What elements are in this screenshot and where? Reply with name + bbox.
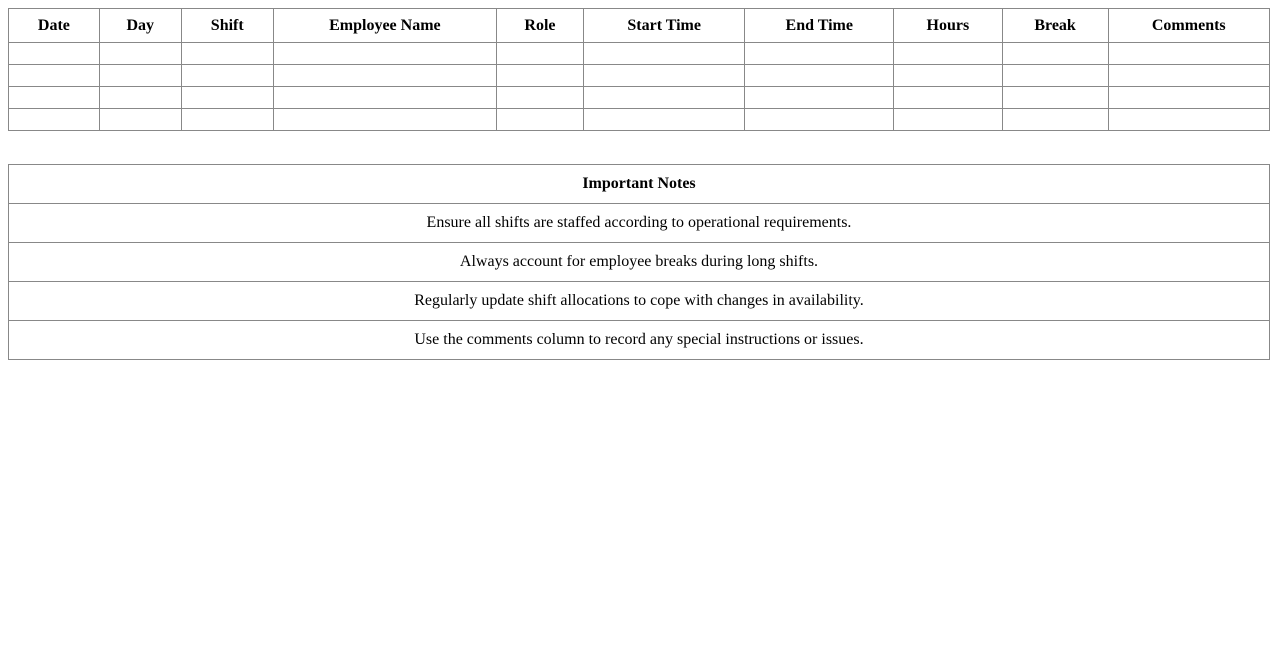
schedule-cell xyxy=(894,87,1002,109)
column-header-date: Date xyxy=(9,9,100,43)
schedule-cell xyxy=(496,65,583,87)
column-header-hours: Hours xyxy=(894,9,1002,43)
schedule-cell xyxy=(9,43,100,65)
schedule-row xyxy=(9,43,1270,65)
schedule-cell xyxy=(894,65,1002,87)
note-text: Use the comments column to record any special instructions or issues. xyxy=(9,321,1270,360)
schedule-cell xyxy=(583,65,744,87)
schedule-cell xyxy=(1108,87,1269,109)
schedule-cell xyxy=(181,109,273,131)
schedule-cell xyxy=(1002,87,1108,109)
schedule-cell xyxy=(583,87,744,109)
schedule-cell xyxy=(273,65,496,87)
schedule-cell xyxy=(181,87,273,109)
column-header-start-time: Start Time xyxy=(583,9,744,43)
schedule-cell xyxy=(745,65,894,87)
schedule-cell xyxy=(1108,43,1269,65)
schedule-cell xyxy=(745,43,894,65)
schedule-cell xyxy=(99,65,181,87)
schedule-cell xyxy=(9,109,100,131)
column-header-break: Break xyxy=(1002,9,1108,43)
column-header-role: Role xyxy=(496,9,583,43)
schedule-header-row xyxy=(9,9,1270,43)
schedule-cell xyxy=(181,65,273,87)
schedule-row xyxy=(9,109,1270,131)
schedule-cell xyxy=(745,87,894,109)
note-row xyxy=(9,243,1270,282)
schedule-cell xyxy=(273,87,496,109)
schedule-cell xyxy=(1002,43,1108,65)
schedule-cell xyxy=(9,65,100,87)
schedule-cell xyxy=(496,43,583,65)
schedule-cell xyxy=(496,87,583,109)
note-text: Regularly update shift allocations to cope with changes in availability. xyxy=(9,282,1270,321)
note-row xyxy=(9,204,1270,243)
schedule-cell xyxy=(99,87,181,109)
schedule-cell xyxy=(99,43,181,65)
schedule-cell xyxy=(1108,65,1269,87)
schedule-cell xyxy=(1002,109,1108,131)
column-header-day: Day xyxy=(99,9,181,43)
schedule-cell xyxy=(9,87,100,109)
schedule-cell xyxy=(99,109,181,131)
schedule-row xyxy=(9,87,1270,109)
column-header-comments: Comments xyxy=(1108,9,1269,43)
schedule-cell xyxy=(583,109,744,131)
schedule-cell xyxy=(745,109,894,131)
schedule-cell xyxy=(273,43,496,65)
column-header-shift: Shift xyxy=(181,9,273,43)
schedule-cell xyxy=(583,43,744,65)
note-text: Ensure all shifts are staffed according to operational requirements. xyxy=(9,204,1270,243)
note-row xyxy=(9,282,1270,321)
schedule-cell xyxy=(181,43,273,65)
schedule-cell xyxy=(1002,65,1108,87)
note-text: Always account for employee breaks during long shifts. xyxy=(9,243,1270,282)
schedule-row xyxy=(9,65,1270,87)
column-header-end-time: End Time xyxy=(745,9,894,43)
schedule-cell xyxy=(273,109,496,131)
shift-schedule-table xyxy=(8,8,1270,131)
notes-header-row xyxy=(9,165,1270,204)
notes-title: Important Notes xyxy=(9,165,1270,204)
schedule-cell xyxy=(894,43,1002,65)
schedule-cell xyxy=(894,109,1002,131)
note-row xyxy=(9,321,1270,360)
column-header-employee-name: Employee Name xyxy=(273,9,496,43)
schedule-cell xyxy=(1108,109,1269,131)
important-notes-table xyxy=(8,164,1270,360)
schedule-cell xyxy=(496,109,583,131)
